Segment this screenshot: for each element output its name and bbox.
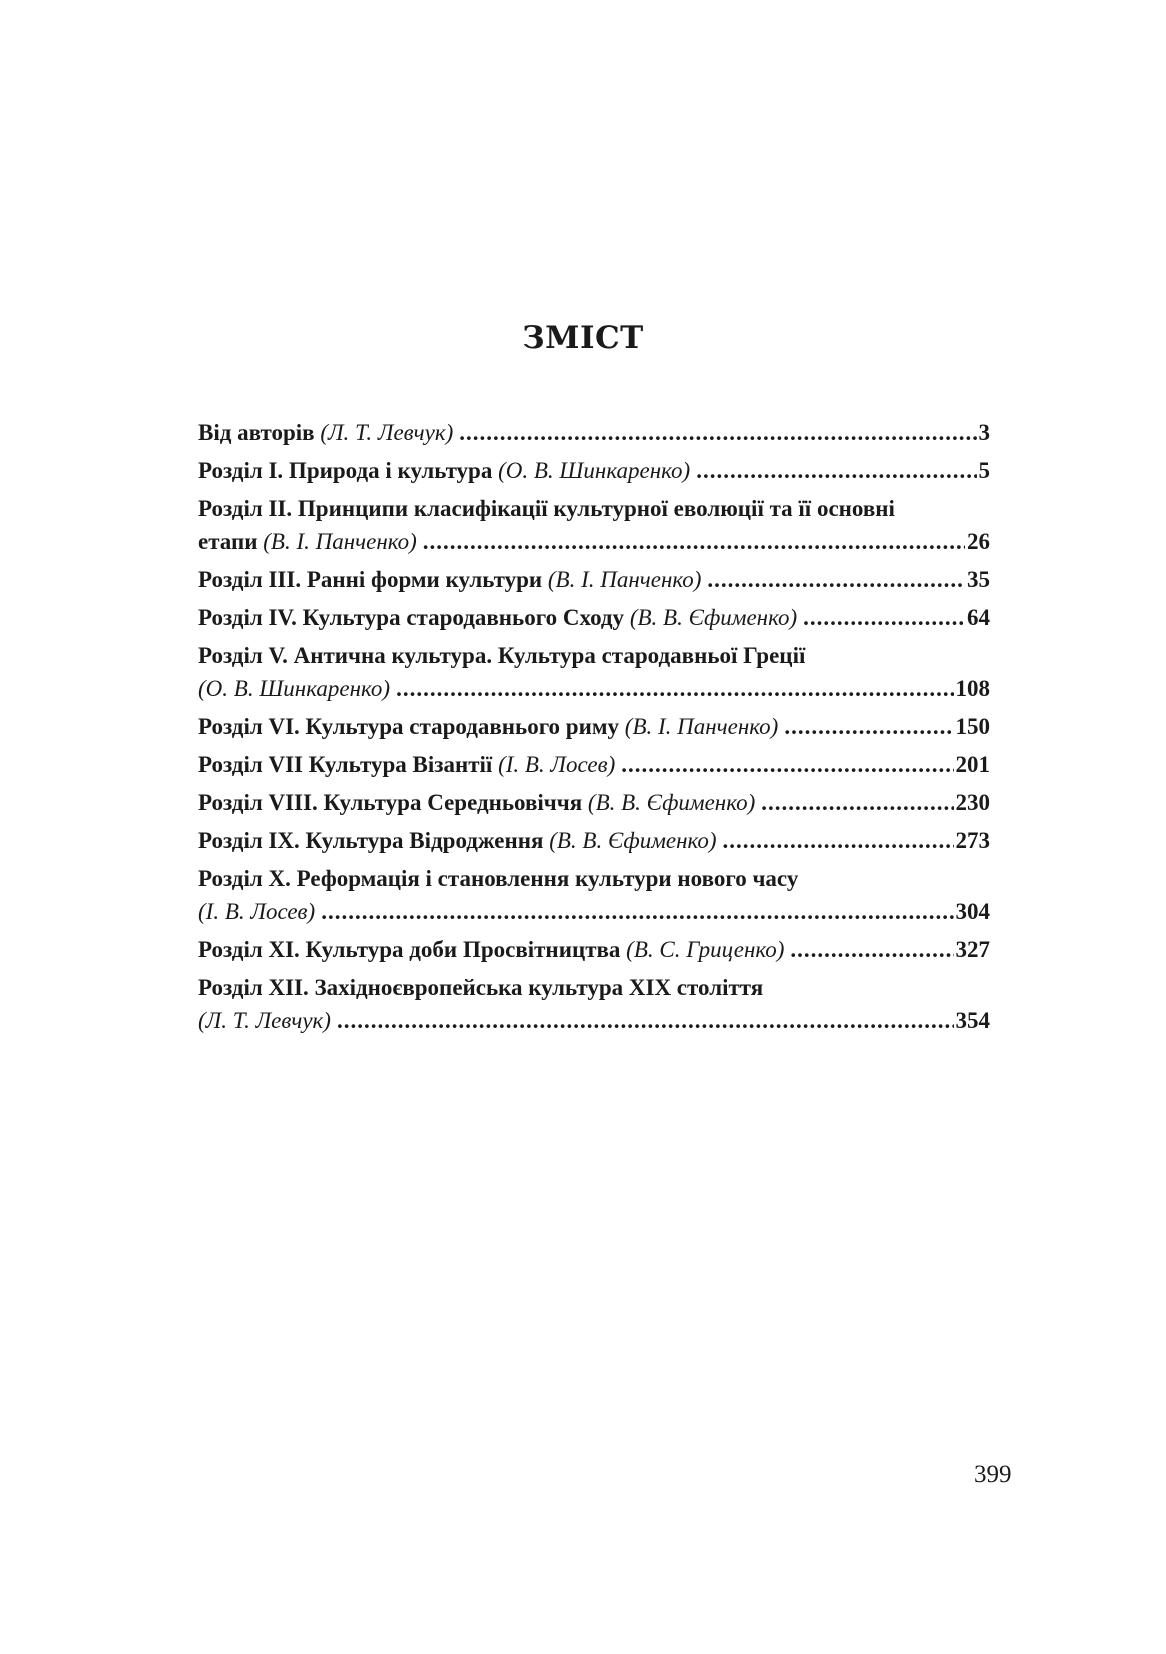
- toc-entry-chapter-3[interactable]: [198, 563, 990, 596]
- toc-entry-page: 35: [967, 567, 990, 592]
- toc-line: [198, 454, 990, 487]
- toc-entry-title-continued: етапи: [198, 529, 258, 554]
- toc-entry-author: (Л. Т. Левчук): [198, 1008, 331, 1033]
- page-title: ЗМІСТ: [522, 320, 644, 356]
- toc-line: [198, 525, 990, 558]
- dot-leader: [459, 416, 976, 449]
- toc-entry-author: (І. В. Лосев): [498, 752, 616, 777]
- toc-entry-chapter-7[interactable]: [198, 748, 990, 781]
- toc-entry-chapter-2[interactable]: [198, 492, 990, 558]
- toc-line: [198, 933, 990, 966]
- toc-line: [198, 748, 990, 781]
- toc-line: [198, 672, 990, 705]
- toc-line: [198, 824, 990, 857]
- toc-line: [198, 416, 990, 449]
- toc-entry-title: Розділ VIII. Культура Середньовіччя: [198, 790, 583, 815]
- toc-entry-author: (І. В. Лосев): [198, 899, 316, 924]
- toc-entry-title: Розділ XI. Культура доби Просвітництва: [198, 937, 621, 962]
- toc-entry-author: (В. В. Єфименко): [549, 828, 717, 853]
- toc-entry-chapter-1[interactable]: [198, 454, 990, 487]
- dot-leader: [723, 824, 954, 857]
- dot-leader: [621, 748, 953, 781]
- toc-entry-page: 201: [955, 752, 990, 777]
- toc-entry-title: Розділ І. Природа і культура: [198, 458, 493, 483]
- toc-entry-page: 3: [978, 420, 990, 445]
- dot-leader: [790, 933, 953, 966]
- toc-entry-title: Розділ VII Культура Візантії: [198, 752, 493, 777]
- toc-entry-title: Розділ XII. Західноєвропейська культура XIX століття: [198, 975, 764, 1000]
- toc-entry-chapter-6[interactable]: [198, 710, 990, 743]
- toc-entry-title: Розділ IX. Культура Відродження: [198, 828, 544, 853]
- dot-leader: [396, 672, 953, 705]
- toc-entry-page: 327: [955, 937, 990, 962]
- toc-entry-page: 304: [955, 899, 990, 924]
- toc-entry-title: Розділ X. Реформація і становлення культури нового часу: [198, 866, 799, 891]
- toc-entry-title: Розділ II. Принципи класифікації культурної еволюції та її основні: [198, 496, 895, 521]
- toc-entry-title: Від авторів: [198, 420, 315, 445]
- toc-entry-chapter-4[interactable]: [198, 601, 990, 634]
- toc-entry-chapter-12[interactable]: [198, 971, 990, 1037]
- dot-leader: [423, 525, 965, 558]
- dot-leader: [784, 710, 953, 743]
- toc-line: [198, 895, 990, 928]
- toc-entry-chapter-9[interactable]: [198, 824, 990, 857]
- dot-leader: [321, 895, 953, 928]
- toc-entry-author: (В. С. Гриценко): [626, 937, 785, 962]
- toc-entry-page: 354: [955, 1008, 990, 1033]
- dot-leader: [696, 454, 976, 487]
- toc-entry-page: 5: [978, 458, 990, 483]
- toc-line: [198, 563, 990, 596]
- toc-entry-author: (Л. Т. Левчук): [320, 420, 454, 445]
- toc-entry-title: Розділ III. Ранні форми культури: [198, 567, 543, 592]
- toc-entry-author: (В. І. Панченко): [624, 714, 779, 739]
- toc-entry-author: (В. В. Єфименко): [629, 605, 798, 630]
- dot-leader: [803, 601, 965, 634]
- toc-entry-author: (О. В. Шинкаренко): [498, 458, 691, 483]
- dot-leader: [761, 786, 953, 819]
- toc-line: [198, 786, 990, 819]
- page-number: 399: [974, 1461, 1012, 1488]
- toc-entry-page: 26: [967, 529, 990, 554]
- toc-line: [198, 710, 990, 743]
- toc-entry-chapter-10[interactable]: [198, 862, 990, 928]
- toc-entry-author: (О. В. Шинкаренко): [198, 676, 391, 701]
- table-of-contents: [198, 416, 990, 1042]
- toc-entry-title: Розділ IV. Культура стародавнього Сходу: [198, 605, 625, 630]
- dot-leader: [337, 1004, 954, 1037]
- toc-entry-author: (В. В. Єфименко): [587, 790, 756, 815]
- toc-entry-page: 273: [955, 828, 990, 853]
- dot-leader: [707, 563, 965, 596]
- toc-entry-page: 108: [955, 676, 990, 701]
- toc-line: [198, 1004, 990, 1037]
- toc-entry-title: Розділ V. Антична культура. Культура стародавньої Греції: [198, 643, 806, 668]
- toc-entry-title: Розділ VI. Культура стародавнього риму: [198, 714, 620, 739]
- toc-entry-chapter-5[interactable]: [198, 639, 990, 705]
- toc-entry-page: 150: [955, 714, 990, 739]
- toc-entry-chapter-11[interactable]: [198, 933, 990, 966]
- toc-entry-page: 64: [967, 605, 990, 630]
- toc-line: [198, 601, 990, 634]
- toc-entry-authors-note[interactable]: [198, 416, 990, 449]
- toc-entry-author: (В. І. Панченко): [263, 529, 417, 554]
- toc-entry-page: 230: [955, 790, 990, 815]
- toc-entry-author: (В. І. Панченко): [547, 567, 702, 592]
- toc-entry-chapter-8[interactable]: [198, 786, 990, 819]
